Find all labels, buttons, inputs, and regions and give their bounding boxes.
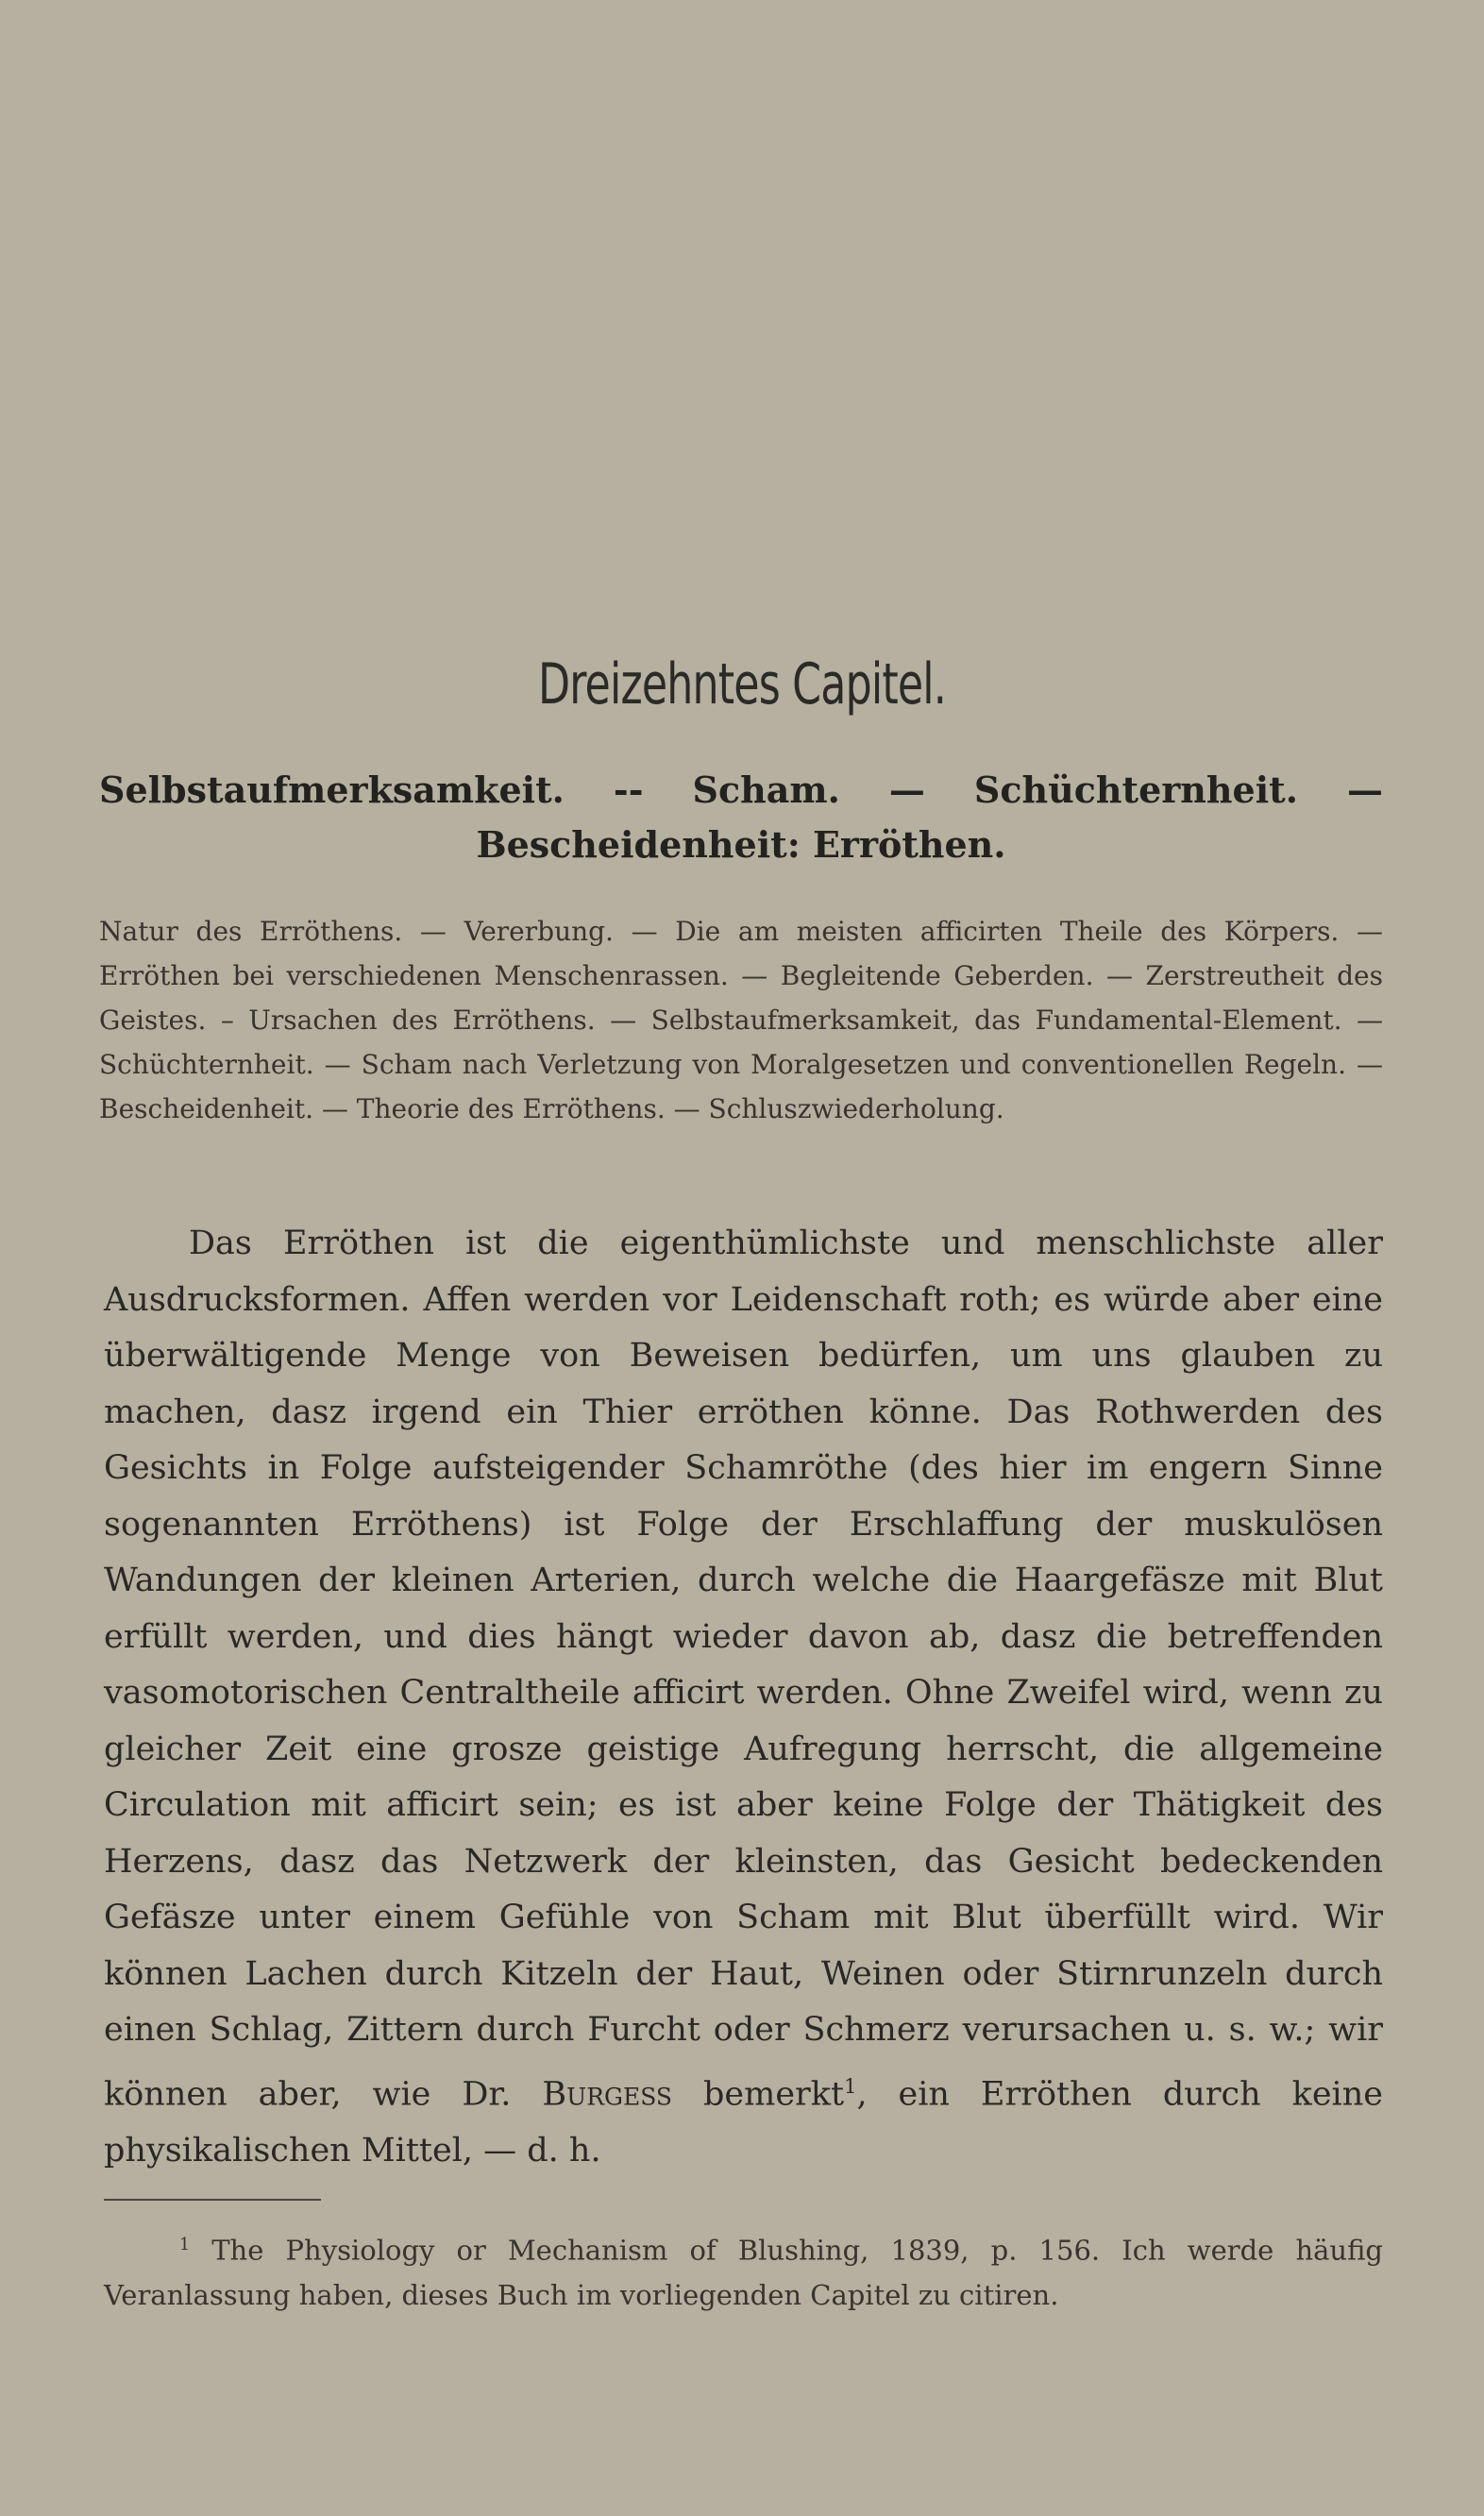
footnote-text: The Physiology or Mechanism of Blushing, 1839, p. 156. Ich werde häufig Veranlassung haben, dieses Buch im vorliegenden Capitel zu citiren. <box>104 2234 1383 2311</box>
chapter-title: Dreizehntes Capitel. <box>537 651 947 718</box>
summary-text: Natur des Erröthens. — Vererbung. — Die am meisten afficirten Theile des Körpers. — Erröthen bei verschiedenen Menschenrassen. — Begleitende Geberden. — Zerstreutheit des Geistes. – Ursachen des Erröthens. — Selbstaufmerksamkeit, das Fundamental-Element. — Schüchternheit. — Scham nach Verletzung von Moralgesetzen und conventionellen Regeln. — Bescheidenheit. — Theorie des Erröthens. — Schluszwiederholung. <box>99 916 1383 1124</box>
footnote-divider <box>104 2199 321 2201</box>
body-text-part2: bemerkt <box>703 2075 845 2114</box>
body-paragraph <box>104 1216 1383 2179</box>
footnote-marker: 1 <box>179 2236 191 2254</box>
chapter-subtitle: Selbstaufmerksamkeit. -- Scham. — Schüchternheit. — Bescheidenheit: Erröthen. <box>99 768 1383 866</box>
body-text-part1: Das Erröthen ist die eigenthümlichste und menschlichste aller Ausdrucksformen. Affen werden vor Leidenschaft roth; es würde aber eine überwältigende Menge von Beweisen bedürfen, um uns glauben zu machen, dasz irgend ein Thier erröthen könne. Das Rothwerden des Gesichts in Folge aufsteigender Schamröthe (des hier im engern Sinne sogenannten Erröthens) ist Folge der Erschlaffung der muskulösen Wandungen der kleinen Arterien, durch welche die Haargefäsze mit Blut erfüllt werden, und dies hängt wieder davon ab, dasz die betreffenden vasomotorischen Centraltheile afficirt werden. Ohne Zweifel wird, wenn zu gleicher Zeit eine grosze geistige Aufregung herrscht, die allgemeine Circulation mit afficirt sein; es ist aber keine Folge der Thätigkeit des Herzens, dasz das Netzwerk der kleinsten, das Gesicht bedeckenden Gefäsze unter einem Gefühle von Scham mit Blut überfüllt wird. Wir können Lachen durch Kitzeln der Haut, Weinen oder Stirnrunzeln durch einen Schlag, Zittern durch Furcht oder Schmerz verursachen u. s. w.; wir können aber, wie Dr. <box>104 1224 1383 2114</box>
body-text-part3: , ein Erröthen durch keine physikalischen Mittel, — d. h. <box>104 2075 1383 2170</box>
chapter-summary <box>99 909 1383 1131</box>
author-name: Burgess <box>542 2075 673 2114</box>
footnote-reference: 1 <box>844 2074 857 2098</box>
footnote <box>104 2223 1383 2318</box>
body-text <box>104 1216 1383 2179</box>
